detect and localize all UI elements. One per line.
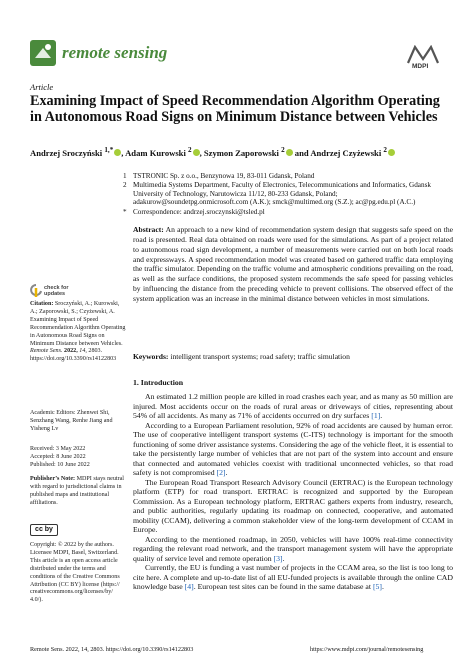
affiliation-mark: 2	[281, 146, 285, 154]
article-type: Article	[30, 82, 54, 92]
orcid-icon[interactable]	[286, 149, 293, 156]
author-list	[30, 146, 460, 158]
paragraph: An estimated 1.2 million people are killed in road crashes each year, and as many as 50 million are injured. Most accidents occur on the roads of rural areas or driveways of cities, representing about 54% of all accidents. As many as 71% of accidents occurred on dry surfaces [1].	[133, 392, 453, 420]
cc-by-license-icon[interactable]: cc by	[30, 524, 58, 536]
reference-link[interactable]: [2]	[216, 468, 226, 477]
affiliation-mark: 2	[187, 146, 192, 154]
received-date: Received: 3 May 2022	[30, 446, 86, 452]
keywords-text: intelligent transport systems; road safety; traffic simulation	[168, 352, 350, 361]
abstract-text: An approach to a new kind of recommendation system design that suggests safe speed on the road is presented. Real data obtained on roads were used for the simulations. As part of a project related to autonomous road sign development, a number of measurements were carried out on both local roads and expressways. A speed recommendation model was created based on gathered traffic data employing the traffic simulator. Depending on the traffic volume and atmospheric conditions prevailing on the road, as well as the surface conditions, the proposed system recommends the safe speed for passing vehicles by influencing the distance from the preceding vehicle to prevent collisions. The observed effect of the system application was an increase in the minimal distance between vehicles in most simulations.	[133, 225, 453, 303]
paragraph: The European Road Transport Research Advisory Council (ERTRAC) is the European technology platform (ETP) for road transport. ERTRAC is recognized and supported by the European Commission. As a European technology platform, ERTRAC gathers experts from industry, research, and public authorities, regularly updating its roadmap on connected, cooperative, and automated mobility (CCAM), delivering a common stakeholder view of the long-term development of CCAM in Europe.	[133, 477, 453, 534]
author-name[interactable]: , Szymon Zaporowski	[199, 147, 282, 158]
reference-link[interactable]: [3]	[273, 553, 283, 563]
affiliation-2: 2 Multimedia Systems Department, Faculty of Electronics, Telecommunications and Informatics, Gdansk University of Technology, Narutowicza 11/12, 80-233 Gdansk, Poland; adakurow@soundetpg.onmicrosoft.com (A.K.); smck@multimed.org (S.Z.); ac@pg.edu.pl (A.C.)	[123, 181, 431, 207]
accepted-date: Accepted: 8 June 2022	[30, 453, 86, 460]
keywords	[133, 352, 453, 362]
reference-link[interactable]: [4]	[184, 582, 194, 591]
section-heading: 1. Introduction	[133, 378, 184, 387]
abstract	[133, 225, 453, 304]
citation-block: Citation: Sroczyński, A.; Kurowski, A.; Zaporowski, S.; Czyżewski, A. Examining Impact of Speed Recommendation Algorithm Operating in Autonomous Road Signs on Minimum Distance between Vehicles. Remote Sens. 2022, 14, 2803. https://doi.org/10.3390/rs14122803	[30, 301, 126, 363]
academic-editors: Academic Editors: Zhenwei Shi, Senzhang Wang, Renhe Jiang and Yisheng Lv	[30, 410, 113, 432]
copyright-license: Copyright: © 2022 by the authors. Licensee MDPI, Basel, Switzerland. This article is an open access article distributed under the terms and conditions of the Creative Commons Attribution (CC BY) license (https:// creativecommons.org/licenses/by/ 4.0/).	[30, 542, 120, 604]
published-date: Published: 10 June 2022	[30, 461, 90, 468]
paragraph: Currently, the EU is funding a vast number of projects in the CCAM area, so the list is too long to cite here. A complete and up-to-date list of all EU-funded projects is available through the online CAD knowledge base [4]. European test sites can be found in the same database at [5].	[133, 563, 453, 591]
affiliation-1: 1 TSTRONIC Sp. z o.o., Benzynowa 19, 83-011 Gdansk, Poland	[123, 172, 315, 180]
abstract-label: Abstract:	[133, 225, 164, 234]
correspondence: * Correspondence: andrzej.sroczynski@tsled.pl	[123, 208, 265, 216]
keywords-label: Keywords:	[133, 352, 169, 361]
introduction-body	[133, 392, 453, 592]
reference-link[interactable]: [5]	[372, 582, 383, 591]
author-name[interactable]: Andrzej Sroczyński	[30, 147, 105, 158]
affiliation-mark: 2	[383, 146, 387, 154]
check-updates-icon	[30, 284, 42, 298]
affiliation-mark: 1,*	[104, 146, 114, 154]
check-updates-text[interactable]: check for updates	[44, 285, 69, 297]
journal-name[interactable]: remote sensing	[62, 43, 168, 62]
publisher-name: MDPI	[412, 63, 429, 70]
paragraph: According to the mentioned roadmap, in 2050, vehicles will have 100% real-time connectivity regarding the relevant road network, and the transport management system will have the appropriate quality of service level and remote operation [3].	[133, 534, 453, 563]
publisher-note: Publisher’s Note: MDPI stays neutral with regard to jurisdictional claims in published maps and institutional affiliations.	[30, 476, 124, 506]
paragraph: According to a European Parliament resolution, 92% of road accidents are caused by human error. The use of cooperative intelligent transport systems (C-ITS) technology is important for the smooth functioning of some driver assistance systems. Considering the age of the vehicle fleet, it is essential to take the persistently large number of vehicles that are not part of the system into account and ensure that connected and automated vehicles coexist with traditional unconnected vehicles, so that road safety is not compromised [2].	[133, 420, 453, 477]
author-name[interactable]: and Andrzej Czyżewski	[292, 147, 384, 158]
citation-doi[interactable]: , 2803. https://doi.org/10.3390/rs14122803	[30, 348, 117, 363]
footer-citation[interactable]: Remote Sens. 2022, 14, 2803. https://doi.org/10.3390/rs14122803	[30, 646, 194, 653]
journal-logo-icon	[30, 40, 56, 66]
article-title: Examining Impact of Speed Recommendation Algorithm Operating in Autonomous Road Signs on Minimum Distance between Vehicles	[30, 93, 440, 125]
orcid-icon[interactable]	[193, 149, 200, 156]
author-name[interactable]: , Adam Kurowski	[121, 147, 188, 158]
footer-journal-url[interactable]: https://www.mdpi.com/journal/remotesensing	[310, 646, 424, 653]
publication-dates	[30, 446, 126, 470]
orcid-icon[interactable]	[388, 149, 395, 156]
reference-link[interactable]: [1]	[371, 411, 381, 420]
